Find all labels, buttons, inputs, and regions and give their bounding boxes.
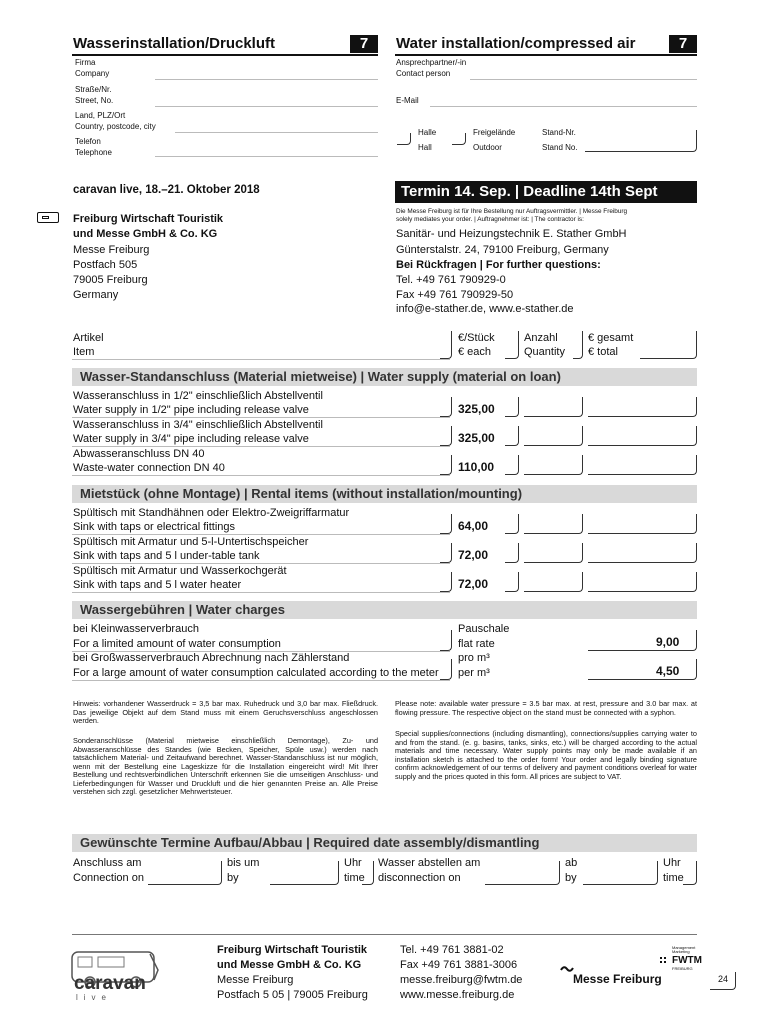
section-rental-items: Mietstück (ohne Montage) | Rental items (without installation/mounting) [72, 485, 697, 503]
fwtm-small-1: Management [672, 945, 696, 950]
section-number-badge: 7 [350, 35, 378, 53]
logo-sub: live [76, 993, 113, 1002]
stand-label-de: Stand-Nr. [542, 128, 576, 137]
unit-label-de: pro m³ [458, 652, 490, 664]
until-time-field[interactable] [270, 861, 339, 885]
from-label-en: by [565, 872, 577, 884]
contractor-questions: Bei Rückfragen | For further questions: [396, 259, 601, 271]
quantity-field[interactable] [524, 572, 583, 592]
section-number-badge-en: 7 [669, 35, 697, 53]
footer-org2: und Messe GmbH & Co. KG [217, 959, 362, 971]
col-total-de: € gesamt [588, 332, 634, 344]
section-water-supply: Wasser-Standanschluss (Material mietweise) | Water supply (material on loan) [72, 368, 697, 386]
time-label-de: Uhr [344, 857, 362, 869]
company-label-de: Firma [75, 58, 96, 67]
col-price-en: € each [458, 346, 492, 358]
contractor-name: Sanitär- und Heizungstechnik E. Stather GmbH [396, 228, 627, 240]
street-label-de: Straße/Nr. [75, 85, 112, 94]
messe-freiburg-brand: Messe Freiburg [573, 972, 662, 986]
time-label-en: time [344, 872, 365, 884]
section-water-charges: Wassergebühren | Water charges [72, 601, 697, 619]
col-total-en: € total [588, 346, 618, 358]
unit-price: 4,50 [656, 664, 680, 678]
fwtm-logo [670, 946, 702, 976]
footer-mail[interactable]: messe.freiburg@fwtm.de [400, 974, 523, 986]
note-en-1: Please note: available water pressure = 3.5 bar max. at rest, pressure and 3.0 bar max. at flowing pressure. The respective object on the stand must be connected with a syphon. [395, 699, 697, 717]
fwtm-small-2: Marketing [672, 949, 690, 954]
stand-number-field[interactable] [585, 130, 697, 152]
street-label-en: Street, No. [75, 96, 114, 105]
item-de: bei Kleinwasserverbrauch [73, 623, 199, 635]
connection-label-en: Connection on [73, 872, 144, 884]
connection-date-field[interactable] [148, 861, 222, 885]
col-qty-de: Anzahl [524, 332, 558, 344]
col-item-en: Item [73, 346, 95, 358]
contractor-tel: Tel. +49 761 790929-0 [396, 274, 506, 286]
country-label-de: Land, PLZ/Ort [75, 111, 126, 120]
hall-checkbox[interactable] [397, 133, 411, 145]
email-label: E-Mail [396, 96, 419, 105]
footer-org4: Postfach 5 05 | 79005 Freiburg [217, 989, 368, 1001]
recipient-line3: Messe Freiburg [73, 244, 150, 256]
disconnection-label-en: disconnection on [378, 872, 461, 884]
note-de-1: Hinweis: vorhandener Wasserdruck = 3,5 bar max. Ruhedruck und 3,0 bar max. Fließdruck. Das jeweilige Objekt auf dem Stand muss mit einem Geruchsverschluss angeschlossen werden. [73, 699, 378, 725]
street-field[interactable] [155, 106, 378, 107]
unit-price: 64,00 [458, 519, 489, 533]
quantity-field[interactable] [524, 426, 583, 446]
footer-web[interactable]: www.messe.freiburg.de [400, 989, 515, 1001]
recipient-line1: Freiburg Wirtschaft Touristik [73, 213, 224, 225]
recipient-line5: 79005 Freiburg [73, 274, 148, 286]
from-time-field[interactable] [583, 861, 658, 885]
company-label-en: Company [75, 69, 110, 78]
quantity-field[interactable] [524, 397, 583, 417]
fwtm-small-3: FREIBURG [672, 966, 693, 971]
contractor-fax: Fax +49 761 790929-50 [396, 289, 514, 301]
unit-price: 72,00 [458, 577, 489, 591]
footer-fax: Fax +49 761 3881-3006 [400, 959, 518, 971]
item-de: Abwasseranschluss DN 40 [73, 448, 205, 460]
item-en: For a large amount of water consumption calculated according to the meter [73, 667, 439, 679]
phone-field[interactable] [155, 156, 378, 157]
section-dates: Gewünschte Termine Aufbau/Abbau | Required date assembly/dismantling [72, 834, 697, 852]
outdoor-label-de: Freigelände [473, 128, 516, 137]
until-label-en: by [227, 872, 239, 884]
contractor-web: info@e-stather.de, www.e-stather.de [396, 303, 574, 315]
quantity-field[interactable] [524, 514, 583, 534]
contact-field[interactable] [470, 79, 697, 80]
item-en: Sink with taps and 5 l under-table tank [73, 550, 260, 562]
outdoor-checkbox[interactable] [452, 133, 466, 145]
item-en: Water supply in 3/4" pipe including release valve [73, 433, 309, 445]
total-field[interactable] [588, 514, 697, 534]
item-en: For a limited amount of water consumption [73, 638, 281, 650]
recipient-line2: und Messe GmbH & Co. KG [73, 228, 218, 240]
hall-label-de: Halle [418, 128, 437, 137]
footer-tel: Tel. +49 761 3881-02 [400, 944, 504, 956]
unit-price: 325,00 [458, 402, 495, 416]
until-label-de: bis um [227, 857, 260, 869]
company-field[interactable] [155, 79, 378, 80]
total-field[interactable] [588, 543, 697, 563]
disconnection-label-de: Wasser abstellen am [378, 857, 481, 869]
unit-label-de: Pauschale [458, 623, 510, 635]
recipient-line6: Germany [73, 289, 119, 301]
event-line: caravan live, 18.–21. Oktober 2018 [73, 184, 260, 196]
page-number: 24 [718, 974, 729, 984]
unit-label-en: flat rate [458, 638, 495, 650]
unit-price: 110,00 [458, 460, 495, 474]
note-de-2: Sonderanschlüsse (Material mietweise einschließlich Demontage), Zu- und Abwasseranschlüsse des Standes (wie Becken, Speicher, Spüle usw.) werden nach tatsächlichem Material- und Zeitaufwand berechnet. Wasser-Standanschluss ist nur möglich, wenn mit der Bestellung eine Lageskizze für die Installation eingereicht wird! Mit Ihrer Bestellung und rechtsverbindlichen Unterschrift erkennen Sie die umseitigen Anschluss- und Lieferbedingungen für Wasser und Druckluft und die hier genannten Preise an. Alle Preise verstehen sich zzgl. gesetzlicher Mehrwertsteuer. [73, 736, 378, 796]
disconnection-date-field[interactable] [485, 861, 560, 885]
total-field[interactable] [588, 426, 697, 446]
item-de: Spültisch mit Standhähnen oder Elektro-Zweigriffarmatur [73, 507, 350, 519]
recipient-line4: Postfach 505 [73, 259, 138, 271]
hall-label-en: Hall [418, 143, 432, 152]
total-field[interactable] [588, 572, 697, 592]
item-en: Sink with taps or electrical fittings [73, 521, 236, 533]
mailbox-icon [37, 212, 59, 223]
email-field[interactable] [430, 106, 697, 107]
contact-label-en: Contact person [396, 69, 451, 78]
unit-price: 325,00 [458, 431, 495, 445]
note-en-2: Special supplies/connections (including dismantling), connections/supplies carrying water to and from the stand. (e. g. basins, tanks, sinks, etc.) will be charged according to the actual materials and time necessary. Water supply points may only be made available if an installation sketch is attached to the order form! Your order and legally binding signature confirm acknowledgement of our terms of delivery and payment conditions overleaf for water supply and the prices quoted in this form. All prices are subject to VAT. [395, 729, 697, 781]
caravan-live-logo [70, 944, 162, 1002]
stand-label-en: Stand No. [542, 143, 578, 152]
col-qty-en: Quantity [524, 346, 565, 358]
fwtm-text: FWTM [672, 955, 702, 966]
item-en: Waste-water connection DN 40 [73, 462, 225, 474]
item-en: Water supply in 1/2" pipe including release valve [73, 404, 309, 416]
footer-org3: Messe Freiburg [217, 974, 294, 986]
phone-label-en: Telephone [75, 148, 112, 157]
connection-label-de: Anschluss am [73, 857, 142, 869]
quantity-field[interactable] [524, 455, 583, 475]
messe-freiburg-emblem-icon [560, 963, 574, 975]
title-en: Water installation/compressed air [396, 35, 636, 52]
item-en: Sink with taps and 5 l water heater [73, 579, 242, 591]
phone-label-de: Telefon [75, 137, 101, 146]
total-field[interactable] [588, 455, 697, 475]
col-price-de: €/Stück [458, 332, 495, 344]
contact-label-de: Ansprechpartner/-in [396, 58, 467, 67]
unit-label-en: per m³ [458, 667, 490, 679]
total-field[interactable] [588, 397, 697, 417]
item-de: bei Großwasserverbrauch Abrechnung nach Zählerstand [73, 652, 350, 664]
from-label-de: ab [565, 857, 578, 869]
country-label-en: Country, postcode, city [75, 122, 156, 131]
contractor-address: Günterstalstr. 24, 79100 Freiburg, Germany [396, 244, 609, 256]
item-de: Wasseranschluss in 1/2" einschließlich Abstellventil [73, 390, 323, 402]
title-de: Wasserinstallation/Druckluft [73, 35, 275, 52]
footer-org1: Freiburg Wirtschaft Touristik [217, 944, 368, 956]
outdoor-label-en: Outdoor [473, 143, 502, 152]
quantity-field[interactable] [524, 543, 583, 563]
item-de: Spültisch mit Armatur und Wasserkochgerät [73, 565, 287, 577]
logo-text: caravan [74, 973, 146, 994]
item-de: Spültisch mit Armatur und 5-l-Untertischspeicher [73, 536, 309, 548]
deadline-banner: Termin 14. Sep. | Deadline 14th Sept [395, 181, 697, 203]
contractor-note2: solely mediates your order. | Auftragnehmer ist: | The contractor is: [396, 216, 584, 223]
item-de: Wasseranschluss in 3/4" einschließlich Abstellventil [73, 419, 323, 431]
time2-label-en: time [663, 872, 684, 884]
time2-label-de: Uhr [663, 857, 681, 869]
contractor-note1: Die Messe Freiburg ist für Ihre Bestellung nur Auftragsvermittler. | Messe Freiburg [396, 208, 628, 215]
country-field[interactable] [175, 132, 378, 133]
unit-price: 72,00 [458, 548, 489, 562]
unit-price: 9,00 [656, 635, 680, 649]
col-item-de: Artikel [73, 332, 104, 344]
